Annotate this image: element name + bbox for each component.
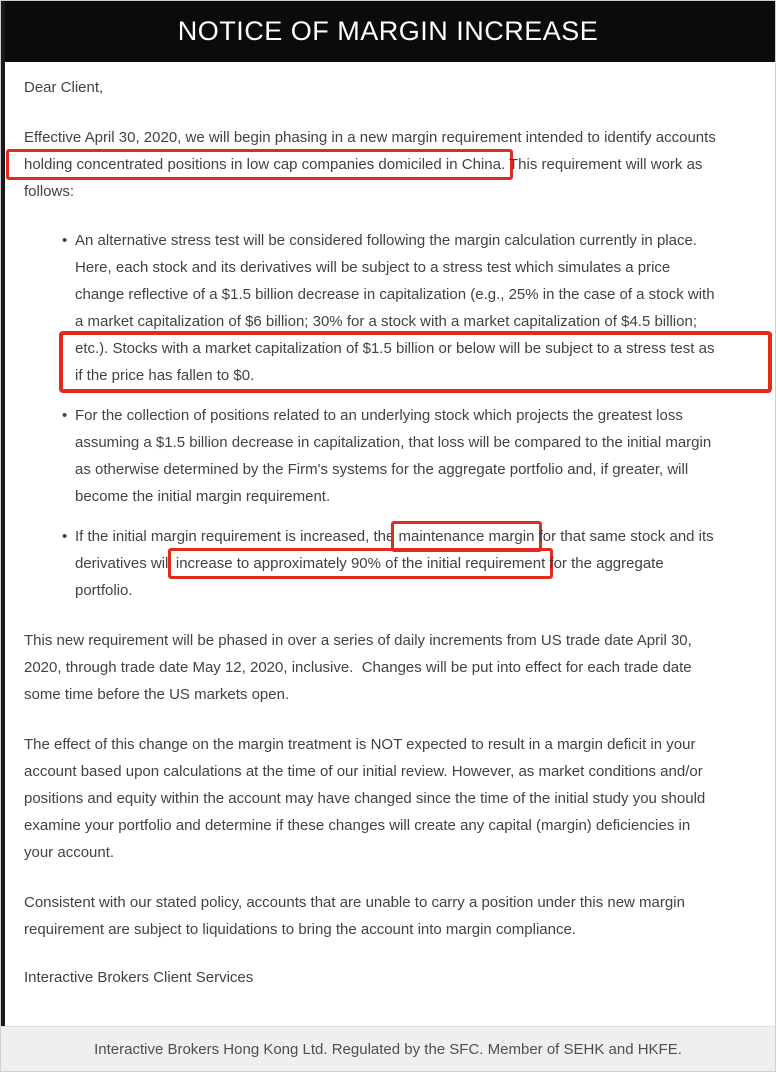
text-line bbox=[75, 429, 752, 456]
page-title: NOTICE OF MARGIN INCREASE bbox=[177, 16, 599, 46]
text-run: An alternative stress test will be considered following the margin calculation currently in place. bbox=[75, 232, 697, 249]
text-line bbox=[24, 839, 752, 866]
text-run: if the price has fallen to $0. bbox=[75, 367, 255, 384]
text-run: derivatives will bbox=[75, 555, 176, 572]
bullet-marker: • bbox=[62, 528, 68, 545]
highlight-box bbox=[59, 331, 772, 393]
text-line bbox=[24, 812, 752, 839]
text-run: Here, each stock and its derivatives will be subject to a stress test which simulates a price bbox=[75, 259, 671, 276]
text-line bbox=[75, 523, 752, 550]
text-line bbox=[24, 178, 752, 205]
paragraph bbox=[24, 627, 752, 708]
bullet-item bbox=[62, 227, 752, 393]
text-run: for the aggregate bbox=[545, 555, 664, 572]
text-run: etc.). Stocks with a market capitalization of $1.5 billion or below will be subject to a stress test as bbox=[75, 340, 715, 357]
text-run: examine your portfolio and determine if these changes will create any capital (margin) deficiencies in bbox=[24, 817, 691, 834]
text-line bbox=[75, 281, 752, 308]
text-line bbox=[75, 550, 752, 577]
text-run: follows: bbox=[24, 183, 75, 200]
text-line bbox=[75, 227, 752, 254]
text-line bbox=[75, 402, 752, 429]
text-run: The effect of this change on the margin treatment is NOT expected to result in a margin deficit in your bbox=[24, 736, 696, 753]
text-line bbox=[24, 124, 752, 151]
text-run: positions and equity within the account may have changed since the time of the initial study you should bbox=[24, 790, 706, 807]
text-line bbox=[75, 456, 752, 483]
notice-header bbox=[1, 1, 775, 62]
paragraph bbox=[24, 889, 752, 943]
bullet-marker: • bbox=[62, 407, 68, 424]
text-run: your account. bbox=[24, 844, 115, 861]
text-line bbox=[75, 254, 752, 281]
bullet-item bbox=[62, 523, 752, 604]
text-run: become the initial margin requirement. bbox=[75, 488, 331, 505]
bullet-item bbox=[62, 402, 752, 510]
document-blocks bbox=[24, 124, 752, 943]
text-run: Effective April 30, 2020, we will begin phasing in a new margin requirement intended to identify accounts bbox=[24, 129, 716, 146]
text-run: portfolio. bbox=[75, 582, 133, 599]
text-line bbox=[75, 335, 768, 362]
text-line bbox=[75, 362, 768, 389]
highlighted-text: maintenance margin bbox=[391, 521, 543, 552]
text-run: for that same stock and its bbox=[534, 528, 714, 545]
text-line bbox=[24, 654, 752, 681]
text-line bbox=[24, 889, 752, 916]
page-left-edge bbox=[1, 1, 5, 1027]
highlighted-text: holding concentrated positions in low cap companies domiciled in China. bbox=[6, 149, 513, 180]
text-line bbox=[75, 483, 752, 510]
text-line bbox=[24, 627, 752, 654]
salutation: Dear Client, bbox=[24, 79, 104, 96]
notice-footer bbox=[1, 1026, 775, 1071]
notice-body bbox=[1, 62, 775, 991]
text-line bbox=[24, 916, 752, 943]
text-line bbox=[24, 681, 752, 708]
paragraph bbox=[24, 124, 752, 205]
text-run: a market capitalization of $6 billion; 30% for a stock with a market capitalization of $4.5 billion; bbox=[75, 313, 697, 330]
text-line bbox=[75, 577, 752, 604]
bullet-marker: • bbox=[62, 232, 68, 249]
text-line bbox=[24, 758, 752, 785]
text-run: 2020, through trade date May 12, 2020, inclusive. Changes will be put into effect for each trade date bbox=[24, 659, 692, 676]
footer-text: Interactive Brokers Hong Kong Ltd. Regulated by the SFC. Member of SEHK and HKFE. bbox=[94, 1040, 682, 1058]
text-run: Consistent with our stated policy, accounts that are unable to carry a position under this new margin bbox=[24, 894, 685, 911]
text-run: For the collection of positions related to an underlying stock which projects the greatest loss bbox=[75, 407, 683, 424]
bullet-list bbox=[24, 227, 752, 604]
text-line bbox=[75, 308, 752, 335]
text-line bbox=[24, 731, 752, 758]
paragraph bbox=[24, 731, 752, 866]
text-run: requirement are subject to liquidations to bring the account into margin compliance. bbox=[24, 921, 576, 938]
text-line bbox=[24, 785, 752, 812]
text-run: This requirement will work as bbox=[505, 156, 703, 173]
text-run: This new requirement will be phased in over a series of daily increments from US trade date April 30, bbox=[24, 632, 692, 649]
text-run: some time before the US markets open. bbox=[24, 686, 290, 703]
text-run: as otherwise determined by the Firm's systems for the aggregate portfolio and, if greater, will bbox=[75, 461, 689, 478]
text-line bbox=[24, 151, 752, 178]
text-run: If the initial margin requirement is increased, the bbox=[75, 528, 399, 545]
text-run: account based upon calculations at the time of our initial review. However, as market conditions and/or bbox=[24, 763, 703, 780]
signature: Interactive Brokers Client Services bbox=[24, 969, 254, 986]
text-run: assuming a $1.5 billion decrease in capitalization, that loss will be compared to the initial margin bbox=[75, 434, 712, 451]
highlighted-text: increase to approximately 90% of the initial requirement bbox=[168, 548, 553, 579]
text-run: change reflective of a $1.5 billion decrease in capitalization (e.g., 25% in the case of a stock with bbox=[75, 286, 715, 303]
